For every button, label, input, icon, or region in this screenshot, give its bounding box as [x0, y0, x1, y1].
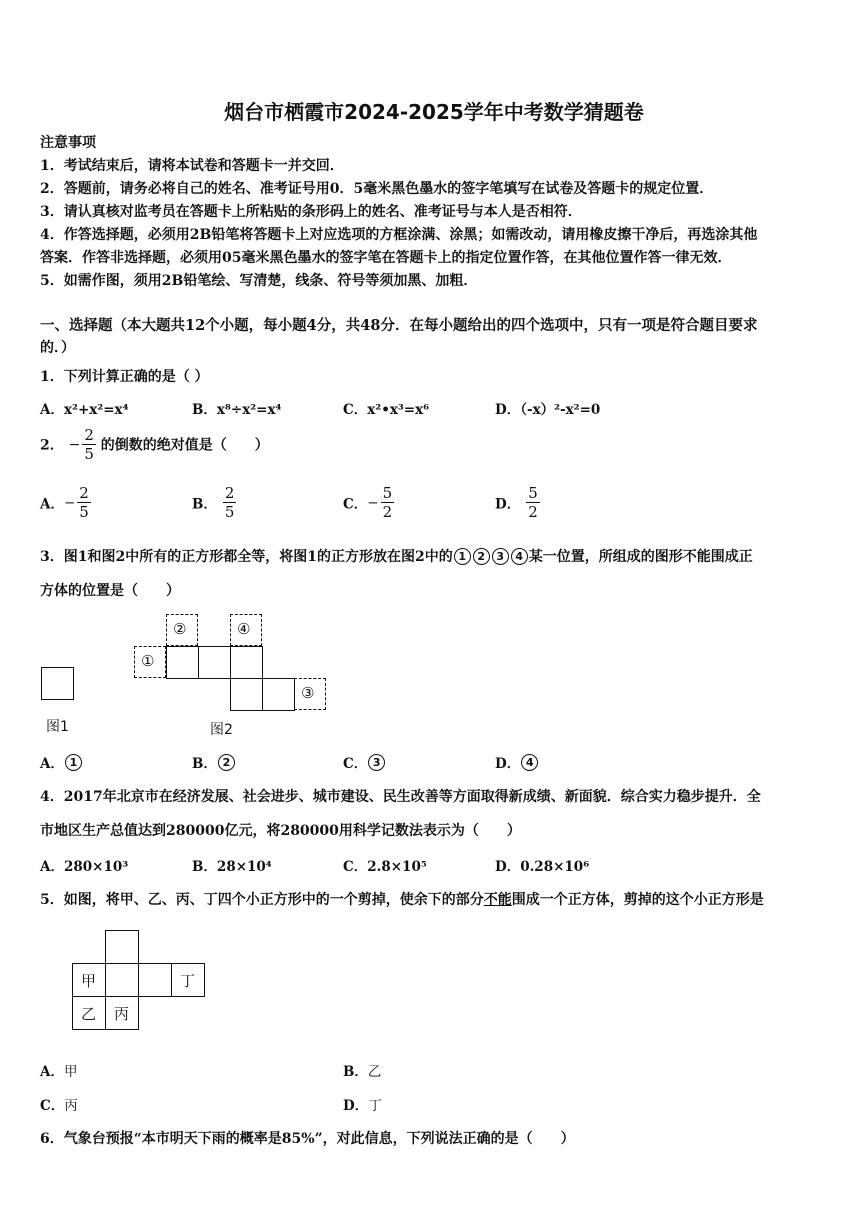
q5-option-a: A．甲	[40, 1064, 78, 1080]
q2-fraction: $\frac{2}{5}$	[84, 426, 94, 463]
fig2-caption: 图2	[210, 722, 233, 738]
q1-option-d: D．（-x）²-x²=0	[495, 402, 601, 418]
note-5: 5．如需作图，须用2B铅笔绘、写清楚，线条、符号等须加黑、加粗．	[40, 273, 478, 289]
q5-option-d: D．丁	[343, 1098, 382, 1114]
q5-option-b: B．乙	[343, 1064, 382, 1080]
page-title: 烟台市栖霞市2024-2025学年中考数学猜题卷	[224, 100, 644, 124]
q2-stem: 2． − $\frac{2}{5}$ 的倒数的绝对值是（ ）	[40, 426, 269, 463]
q4-option-b: B．28×10⁴	[192, 859, 272, 875]
q4-option-d: D．0.28×10⁶	[495, 859, 590, 875]
q5-square	[138, 963, 172, 997]
q1-option-b: B．x⁸÷x²=x⁴	[192, 402, 282, 418]
q5-option-c: C．丙	[40, 1098, 78, 1114]
q3-stem-line2: 方体的位置是（ ）	[40, 583, 180, 599]
q2-option-c: C．− $\frac{5}{2}$	[343, 484, 393, 521]
q4-stem-line2: 市地区生产总值达到280000亿元，将280000用科学记数法表示为（ ）	[40, 823, 521, 839]
fig2-square	[198, 646, 231, 679]
q5-square	[105, 963, 139, 997]
q4-option-c: C．2.8×10⁵	[343, 859, 427, 875]
q3-option-d: D． 4	[495, 752, 539, 772]
q3-option-b: B． 2	[192, 752, 236, 772]
fig2-label-1: ①	[141, 652, 155, 670]
fig2-label-3: ③	[301, 684, 315, 702]
q5-underlined-word: 不能	[483, 892, 512, 908]
q1-option-c: C．x²•x³=x⁶	[343, 402, 430, 418]
section1-line1: 一、选择题（本大题共12个小题，每小题4分，共48分．在每小题给出的四个选项中，只有一项是符合题目要求	[40, 317, 758, 334]
q5-label-yi: 乙	[81, 1005, 97, 1023]
q1-option-a: A．x²+x²=x⁴	[40, 402, 129, 418]
q5-stem: 5．如图，将甲、乙、丙、丁四个小正方形中的一个剪掉，使余下的部分不能围成一个正方体，剪掉的这个小正方形是	[40, 892, 764, 908]
q2-option-a: A．− $\frac{2}{5}$	[40, 484, 89, 521]
fig2-square	[262, 678, 295, 711]
note-3: 3．请认真核对监考员在答题卡上所粘贴的条形码上的姓名、准考证号与本人是否相符．	[40, 204, 582, 220]
note-1: 1．考试结束后，请将本试卷和答题卡一并交回．	[40, 158, 344, 174]
note-4: 4．作答选择题，必须用2B铅笔将答题卡上对应选项的方框涂满、涂黑；如需改动，请用橡皮擦干净后，再选涂其他	[40, 227, 758, 243]
note-2: 2．答题前，请务必将自己的姓名、准考证号用0．5毫米黑色墨水的签字笔填写在试卷及答题卡的规定位置．	[40, 181, 714, 197]
section1-line2: 的．）	[40, 340, 75, 356]
q2-option-d: D． $\frac{5}{2}$	[495, 484, 538, 521]
notes-heading: 注意事项	[40, 135, 96, 151]
q5-label-jia: 甲	[81, 972, 97, 990]
q5-label-bing: 丙	[114, 1005, 130, 1023]
q3-option-a: A． 1	[40, 752, 83, 772]
fig1-caption: 图1	[46, 719, 69, 735]
note-4-cont: 答案．作答非选择题，必须用05毫米黑色墨水的签字笔在答题卡上的指定位置作答，在其他位置作答一律无效．	[40, 250, 732, 266]
q3-option-c: C． 3	[343, 752, 386, 772]
q1-stem: 1．下列计算正确的是（ ）	[40, 369, 209, 385]
q3-stem-line1: 3．图1和图2中所有的正方形都全等，将图1的正方形放在图2中的 1 2 3 4 某一位置，所组成的图形不能围成正	[40, 549, 753, 565]
fig1-square	[41, 667, 74, 700]
fig2-square	[230, 646, 263, 679]
q5-square	[105, 930, 139, 964]
fig2-square	[230, 678, 263, 711]
q6-stem: 6．气象台预报“本市明天下雨的概率是85%”，对此信息，下列说法正确的是（ ）	[40, 1131, 575, 1147]
q2-option-b: B． $\frac{2}{5}$	[192, 484, 235, 521]
fig2-label-4: ④	[237, 620, 251, 638]
fig2-square	[166, 646, 199, 679]
fig2-label-2: ②	[173, 620, 187, 638]
q4-stem-line1: 4．2017年北京市在经济发展、社会进步、城市建设、民生改善等方面取得新成绩、新面貌．综合实力稳步提升．全	[40, 789, 761, 805]
q4-option-a: A．280×10³	[40, 859, 129, 875]
q5-label-ding: 丁	[180, 972, 196, 990]
